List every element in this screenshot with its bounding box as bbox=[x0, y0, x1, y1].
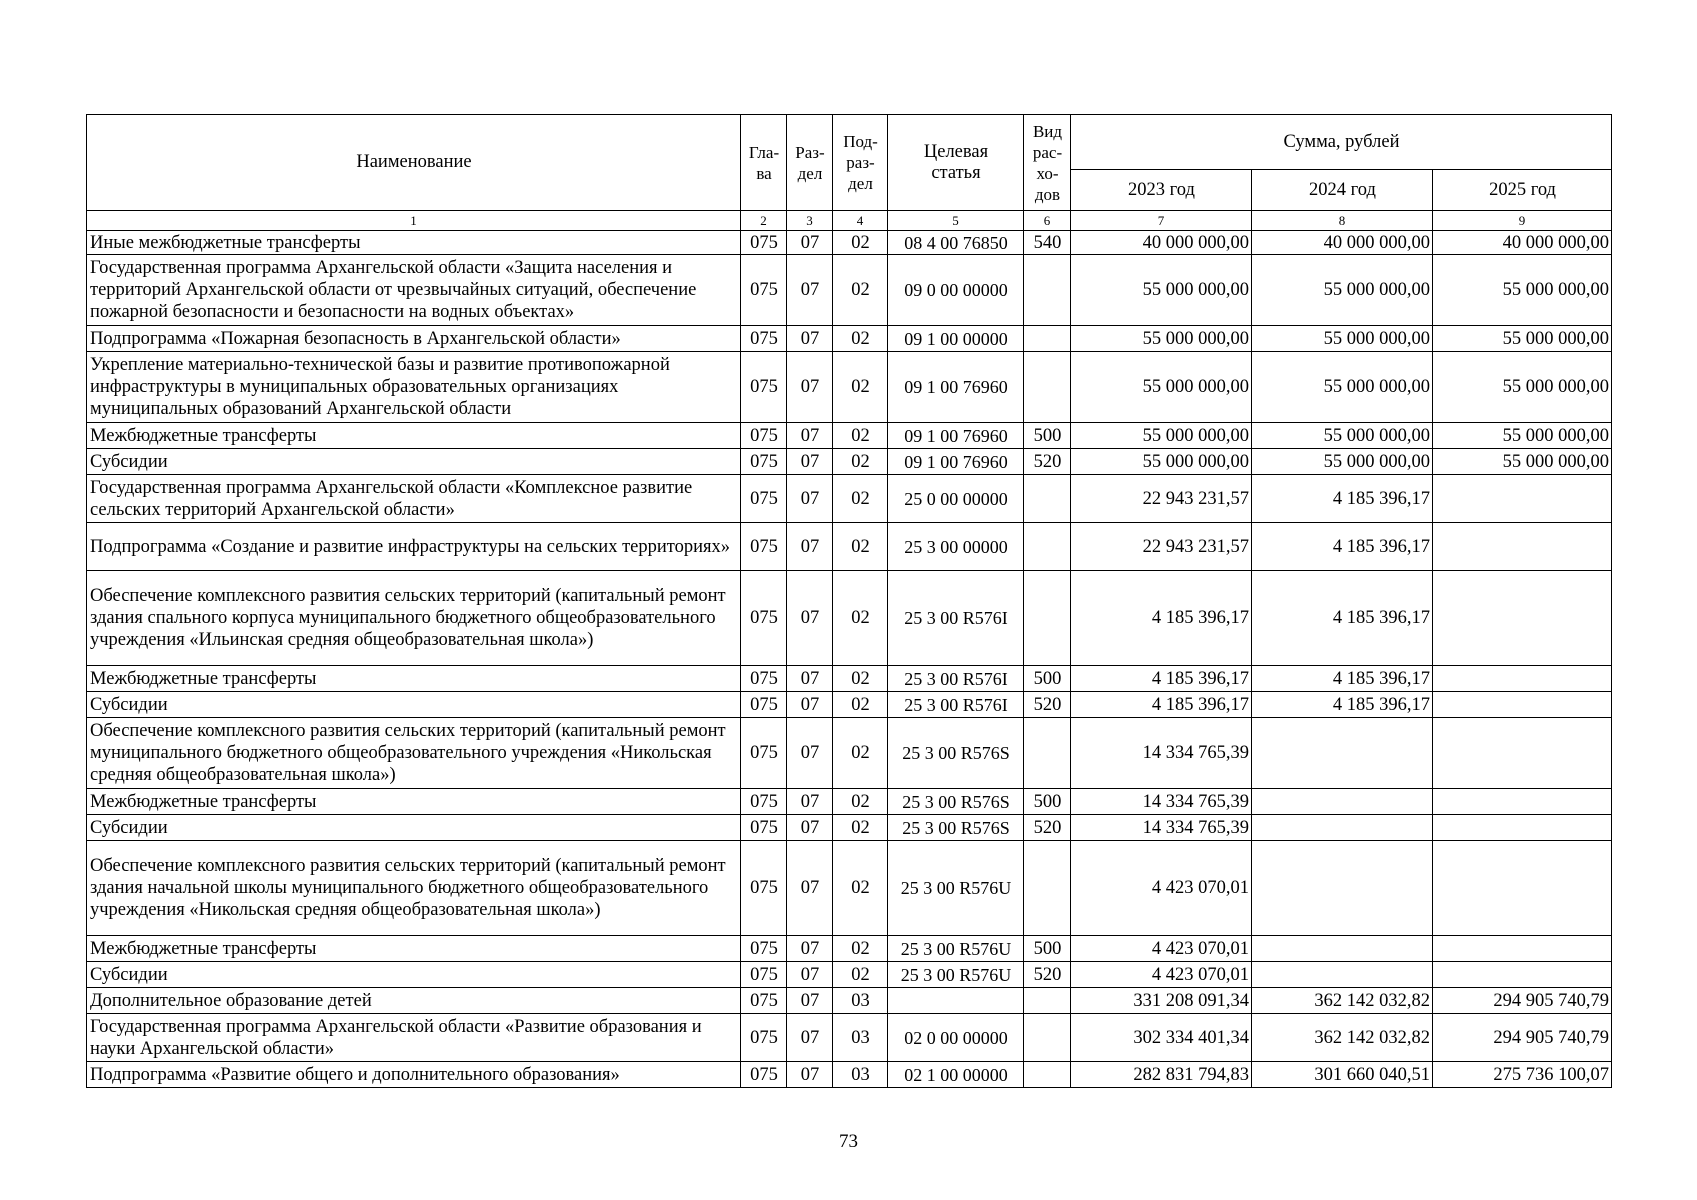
cell-razdel: 07 bbox=[787, 352, 833, 423]
cell-name: Укрепление материально-технической базы и развитие противопожарной инфраструктуры в муниципальных образовательных организациях муниципальных образований Архангельской области bbox=[87, 352, 741, 423]
table-header bbox=[87, 115, 1612, 231]
cell-glava: 075 bbox=[741, 692, 787, 718]
cell-podrazdel: 02 bbox=[833, 449, 888, 475]
cell-razdel: 07 bbox=[787, 255, 833, 326]
header-glava: Гла- ва bbox=[741, 115, 787, 211]
cell-target: 02 1 00 00000 bbox=[888, 1062, 1024, 1088]
cell-vid: 520 bbox=[1024, 449, 1071, 475]
cell-vid: 520 bbox=[1024, 815, 1071, 841]
cell-glava: 075 bbox=[741, 475, 787, 523]
cell-name: Обеспечение комплексного развития сельских территорий (капитальный ремонт здания начальной школы муниципального бюджетного общеобразовательного учреждения «Никольская средняя общеобразовательная школа») bbox=[87, 841, 741, 936]
cell-podrazdel: 02 bbox=[833, 692, 888, 718]
table-row bbox=[87, 449, 1612, 475]
table-row bbox=[87, 841, 1612, 936]
cell-glava: 075 bbox=[741, 326, 787, 352]
table-row bbox=[87, 475, 1612, 523]
cell-name: Подпрограмма «Создание и развитие инфраструктуры на сельских территориях» bbox=[87, 523, 741, 571]
table-row bbox=[87, 255, 1612, 326]
col-number: 4 bbox=[833, 211, 888, 231]
cell-amount-2023: 4 185 396,17 bbox=[1071, 692, 1252, 718]
table-row bbox=[87, 988, 1612, 1014]
col-number: 5 bbox=[888, 211, 1024, 231]
cell-amount-2025 bbox=[1433, 692, 1612, 718]
cell-target: 25 3 00 R576U bbox=[888, 962, 1024, 988]
cell-vid: 500 bbox=[1024, 936, 1071, 962]
cell-amount-2025: 55 000 000,00 bbox=[1433, 423, 1612, 449]
cell-amount-2023: 40 000 000,00 bbox=[1071, 231, 1252, 255]
cell-razdel: 07 bbox=[787, 423, 833, 449]
table-row bbox=[87, 523, 1612, 571]
cell-amount-2024: 4 185 396,17 bbox=[1252, 666, 1433, 692]
cell-amount-2025 bbox=[1433, 936, 1612, 962]
cell-amount-2023: 14 334 765,39 bbox=[1071, 789, 1252, 815]
header-podrazdel: Под- раз- дел bbox=[833, 115, 888, 211]
cell-razdel: 07 bbox=[787, 988, 833, 1014]
table-row bbox=[87, 815, 1612, 841]
cell-vid bbox=[1024, 523, 1071, 571]
cell-glava: 075 bbox=[741, 523, 787, 571]
cell-podrazdel: 02 bbox=[833, 423, 888, 449]
cell-amount-2024: 55 000 000,00 bbox=[1252, 326, 1433, 352]
cell-podrazdel: 03 bbox=[833, 1062, 888, 1088]
cell-amount-2023: 282 831 794,83 bbox=[1071, 1062, 1252, 1088]
table-row bbox=[87, 326, 1612, 352]
cell-podrazdel: 02 bbox=[833, 255, 888, 326]
cell-amount-2025 bbox=[1433, 475, 1612, 523]
cell-vid: 500 bbox=[1024, 789, 1071, 815]
cell-vid bbox=[1024, 255, 1071, 326]
cell-podrazdel: 02 bbox=[833, 523, 888, 571]
cell-razdel: 07 bbox=[787, 666, 833, 692]
cell-podrazdel: 02 bbox=[833, 475, 888, 523]
cell-amount-2024: 362 142 032,82 bbox=[1252, 1014, 1433, 1062]
cell-target: 25 3 00 R576U bbox=[888, 841, 1024, 936]
col-number: 3 bbox=[787, 211, 833, 231]
cell-amount-2024: 55 000 000,00 bbox=[1252, 352, 1433, 423]
cell-name: Подпрограмма «Пожарная безопасность в Архангельской области» bbox=[87, 326, 741, 352]
cell-target bbox=[888, 988, 1024, 1014]
cell-razdel: 07 bbox=[787, 571, 833, 666]
header-target: Целевая статья bbox=[888, 115, 1024, 211]
cell-vid bbox=[1024, 718, 1071, 789]
cell-amount-2024: 40 000 000,00 bbox=[1252, 231, 1433, 255]
cell-amount-2025: 55 000 000,00 bbox=[1433, 449, 1612, 475]
cell-vid bbox=[1024, 988, 1071, 1014]
cell-amount-2024 bbox=[1252, 815, 1433, 841]
cell-amount-2023: 4 185 396,17 bbox=[1071, 571, 1252, 666]
col-number: 1 bbox=[87, 211, 741, 231]
cell-podrazdel: 02 bbox=[833, 352, 888, 423]
cell-amount-2025 bbox=[1433, 789, 1612, 815]
cell-name: Субсидии bbox=[87, 692, 741, 718]
cell-vid bbox=[1024, 475, 1071, 523]
cell-target: 09 1 00 00000 bbox=[888, 326, 1024, 352]
cell-amount-2023: 14 334 765,39 bbox=[1071, 718, 1252, 789]
cell-amount-2024 bbox=[1252, 718, 1433, 789]
cell-glava: 075 bbox=[741, 1062, 787, 1088]
cell-name: Межбюджетные трансферты bbox=[87, 936, 741, 962]
cell-razdel: 07 bbox=[787, 692, 833, 718]
cell-glava: 075 bbox=[741, 815, 787, 841]
cell-podrazdel: 02 bbox=[833, 666, 888, 692]
table-row bbox=[87, 571, 1612, 666]
cell-vid: 520 bbox=[1024, 692, 1071, 718]
cell-razdel: 07 bbox=[787, 326, 833, 352]
cell-amount-2025: 55 000 000,00 bbox=[1433, 352, 1612, 423]
cell-razdel: 07 bbox=[787, 936, 833, 962]
cell-podrazdel: 02 bbox=[833, 841, 888, 936]
cell-target: 25 3 00 R576S bbox=[888, 789, 1024, 815]
cell-razdel: 07 bbox=[787, 475, 833, 523]
cell-razdel: 07 bbox=[787, 1014, 833, 1062]
cell-amount-2023: 4 423 070,01 bbox=[1071, 841, 1252, 936]
cell-amount-2024: 55 000 000,00 bbox=[1252, 423, 1433, 449]
cell-vid bbox=[1024, 1014, 1071, 1062]
cell-target: 25 3 00 R576I bbox=[888, 666, 1024, 692]
cell-amount-2023: 22 943 231,57 bbox=[1071, 523, 1252, 571]
cell-amount-2025: 275 736 100,07 bbox=[1433, 1062, 1612, 1088]
cell-podrazdel: 02 bbox=[833, 571, 888, 666]
cell-vid: 520 bbox=[1024, 962, 1071, 988]
cell-amount-2025: 55 000 000,00 bbox=[1433, 255, 1612, 326]
cell-vid bbox=[1024, 571, 1071, 666]
table-row bbox=[87, 936, 1612, 962]
cell-razdel: 07 bbox=[787, 523, 833, 571]
header-sum: Сумма, рублей bbox=[1071, 115, 1612, 170]
cell-amount-2024: 4 185 396,17 bbox=[1252, 475, 1433, 523]
table-row bbox=[87, 1062, 1612, 1088]
cell-amount-2025: 294 905 740,79 bbox=[1433, 988, 1612, 1014]
cell-razdel: 07 bbox=[787, 231, 833, 255]
cell-glava: 075 bbox=[741, 255, 787, 326]
cell-amount-2025 bbox=[1433, 962, 1612, 988]
cell-vid bbox=[1024, 1062, 1071, 1088]
cell-amount-2024: 55 000 000,00 bbox=[1252, 449, 1433, 475]
table-row bbox=[87, 718, 1612, 789]
cell-vid: 540 bbox=[1024, 231, 1071, 255]
cell-target: 09 1 00 76960 bbox=[888, 449, 1024, 475]
cell-amount-2024: 362 142 032,82 bbox=[1252, 988, 1433, 1014]
cell-name: Межбюджетные трансферты bbox=[87, 423, 741, 449]
cell-amount-2024 bbox=[1252, 789, 1433, 815]
budget-table bbox=[86, 114, 1612, 1088]
cell-target: 02 0 00 00000 bbox=[888, 1014, 1024, 1062]
cell-glava: 075 bbox=[741, 718, 787, 789]
cell-amount-2023: 55 000 000,00 bbox=[1071, 352, 1252, 423]
cell-amount-2023: 55 000 000,00 bbox=[1071, 449, 1252, 475]
col-number: 2 bbox=[741, 211, 787, 231]
cell-glava: 075 bbox=[741, 841, 787, 936]
cell-name: Иные межбюджетные трансферты bbox=[87, 231, 741, 255]
cell-target: 25 3 00 R576I bbox=[888, 692, 1024, 718]
cell-amount-2023: 4 185 396,17 bbox=[1071, 666, 1252, 692]
cell-amount-2023: 331 208 091,34 bbox=[1071, 988, 1252, 1014]
cell-target: 08 4 00 76850 bbox=[888, 231, 1024, 255]
table-row bbox=[87, 352, 1612, 423]
cell-target: 25 0 00 00000 bbox=[888, 475, 1024, 523]
cell-glava: 075 bbox=[741, 789, 787, 815]
cell-target: 25 3 00 00000 bbox=[888, 523, 1024, 571]
cell-amount-2024: 4 185 396,17 bbox=[1252, 523, 1433, 571]
cell-target: 25 3 00 R576S bbox=[888, 718, 1024, 789]
cell-glava: 075 bbox=[741, 449, 787, 475]
cell-target: 09 1 00 76960 bbox=[888, 352, 1024, 423]
cell-razdel: 07 bbox=[787, 962, 833, 988]
cell-amount-2023: 55 000 000,00 bbox=[1071, 423, 1252, 449]
cell-name: Обеспечение комплексного развития сельских территорий (капитальный ремонт здания спального корпуса муниципального бюджетного общеобразовательного учреждения «Ильинская средняя общеобразовательная школа») bbox=[87, 571, 741, 666]
col-number: 6 bbox=[1024, 211, 1071, 231]
cell-glava: 075 bbox=[741, 988, 787, 1014]
table-row bbox=[87, 1014, 1612, 1062]
cell-name: Государственная программа Архангельской области «Развитие образования и науки Архангельской области» bbox=[87, 1014, 741, 1062]
cell-amount-2025: 55 000 000,00 bbox=[1433, 326, 1612, 352]
cell-vid: 500 bbox=[1024, 666, 1071, 692]
cell-amount-2023: 4 423 070,01 bbox=[1071, 936, 1252, 962]
cell-amount-2023: 22 943 231,57 bbox=[1071, 475, 1252, 523]
cell-podrazdel: 02 bbox=[833, 718, 888, 789]
cell-vid: 500 bbox=[1024, 423, 1071, 449]
cell-amount-2025: 294 905 740,79 bbox=[1433, 1014, 1612, 1062]
cell-name: Межбюджетные трансферты bbox=[87, 789, 741, 815]
header-razdel: Раз- дел bbox=[787, 115, 833, 211]
col-number: 7 bbox=[1071, 211, 1252, 231]
cell-name: Межбюджетные трансферты bbox=[87, 666, 741, 692]
cell-amount-2024: 4 185 396,17 bbox=[1252, 571, 1433, 666]
cell-name: Подпрограмма «Развитие общего и дополнительного образования» bbox=[87, 1062, 741, 1088]
cell-glava: 075 bbox=[741, 352, 787, 423]
cell-vid bbox=[1024, 352, 1071, 423]
cell-target: 09 0 00 00000 bbox=[888, 255, 1024, 326]
cell-glava: 075 bbox=[741, 423, 787, 449]
cell-amount-2024: 4 185 396,17 bbox=[1252, 692, 1433, 718]
cell-podrazdel: 02 bbox=[833, 231, 888, 255]
cell-glava: 075 bbox=[741, 936, 787, 962]
header-year-2025: 2025 год bbox=[1433, 170, 1612, 211]
cell-razdel: 07 bbox=[787, 1062, 833, 1088]
cell-name: Обеспечение комплексного развития сельских территорий (капитальный ремонт муниципального бюджетного общеобразовательного учреждения «Никольская средняя общеобразовательная школа») bbox=[87, 718, 741, 789]
table-body bbox=[87, 231, 1612, 1088]
table-row bbox=[87, 692, 1612, 718]
cell-target: 25 3 00 R576S bbox=[888, 815, 1024, 841]
cell-podrazdel: 02 bbox=[833, 962, 888, 988]
cell-podrazdel: 02 bbox=[833, 326, 888, 352]
cell-target: 25 3 00 R576U bbox=[888, 936, 1024, 962]
cell-vid bbox=[1024, 841, 1071, 936]
cell-amount-2024: 55 000 000,00 bbox=[1252, 255, 1433, 326]
cell-razdel: 07 bbox=[787, 841, 833, 936]
cell-razdel: 07 bbox=[787, 789, 833, 815]
cell-name: Государственная программа Архангельской области «Комплексное развитие сельских территорий Архангельской области» bbox=[87, 475, 741, 523]
cell-podrazdel: 03 bbox=[833, 988, 888, 1014]
col-number: 8 bbox=[1252, 211, 1433, 231]
cell-name: Субсидии bbox=[87, 449, 741, 475]
table-row bbox=[87, 423, 1612, 449]
table-row bbox=[87, 666, 1612, 692]
cell-amount-2023: 4 423 070,01 bbox=[1071, 962, 1252, 988]
cell-amount-2023: 14 334 765,39 bbox=[1071, 815, 1252, 841]
cell-glava: 075 bbox=[741, 571, 787, 666]
cell-glava: 075 bbox=[741, 1014, 787, 1062]
cell-glava: 075 bbox=[741, 231, 787, 255]
header-vid: Вид рас- хо- дов bbox=[1024, 115, 1071, 211]
page-number: 73 bbox=[839, 1131, 858, 1152]
cell-amount-2023: 55 000 000,00 bbox=[1071, 326, 1252, 352]
cell-glava: 075 bbox=[741, 666, 787, 692]
header-name: Наименование bbox=[87, 115, 741, 211]
col-number: 9 bbox=[1433, 211, 1612, 231]
cell-podrazdel: 02 bbox=[833, 789, 888, 815]
cell-razdel: 07 bbox=[787, 815, 833, 841]
cell-amount-2025 bbox=[1433, 841, 1612, 936]
header-year-2024: 2024 год bbox=[1252, 170, 1433, 211]
cell-target: 09 1 00 76960 bbox=[888, 423, 1024, 449]
header-year-2023: 2023 год bbox=[1071, 170, 1252, 211]
cell-amount-2025 bbox=[1433, 666, 1612, 692]
cell-podrazdel: 02 bbox=[833, 936, 888, 962]
cell-name: Субсидии bbox=[87, 815, 741, 841]
cell-amount-2024: 301 660 040,51 bbox=[1252, 1062, 1433, 1088]
cell-amount-2024 bbox=[1252, 841, 1433, 936]
cell-amount-2025: 40 000 000,00 bbox=[1433, 231, 1612, 255]
cell-target: 25 3 00 R576I bbox=[888, 571, 1024, 666]
table-row bbox=[87, 962, 1612, 988]
cell-amount-2023: 302 334 401,34 bbox=[1071, 1014, 1252, 1062]
cell-razdel: 07 bbox=[787, 718, 833, 789]
cell-amount-2023: 55 000 000,00 bbox=[1071, 255, 1252, 326]
cell-amount-2025 bbox=[1433, 718, 1612, 789]
cell-podrazdel: 02 bbox=[833, 815, 888, 841]
cell-amount-2025 bbox=[1433, 815, 1612, 841]
cell-amount-2024 bbox=[1252, 936, 1433, 962]
table-row bbox=[87, 789, 1612, 815]
cell-vid bbox=[1024, 326, 1071, 352]
cell-amount-2025 bbox=[1433, 571, 1612, 666]
cell-razdel: 07 bbox=[787, 449, 833, 475]
cell-amount-2024 bbox=[1252, 962, 1433, 988]
table-row bbox=[87, 231, 1612, 255]
cell-name: Субсидии bbox=[87, 962, 741, 988]
cell-podrazdel: 03 bbox=[833, 1014, 888, 1062]
cell-amount-2025 bbox=[1433, 523, 1612, 571]
cell-name: Государственная программа Архангельской области «Защита населения и территорий Архангельской области от чрезвычайных ситуаций, обеспечение пожарной безопасности и безопасности на водных объектах» bbox=[87, 255, 741, 326]
cell-name: Дополнительное образование детей bbox=[87, 988, 741, 1014]
cell-glava: 075 bbox=[741, 962, 787, 988]
